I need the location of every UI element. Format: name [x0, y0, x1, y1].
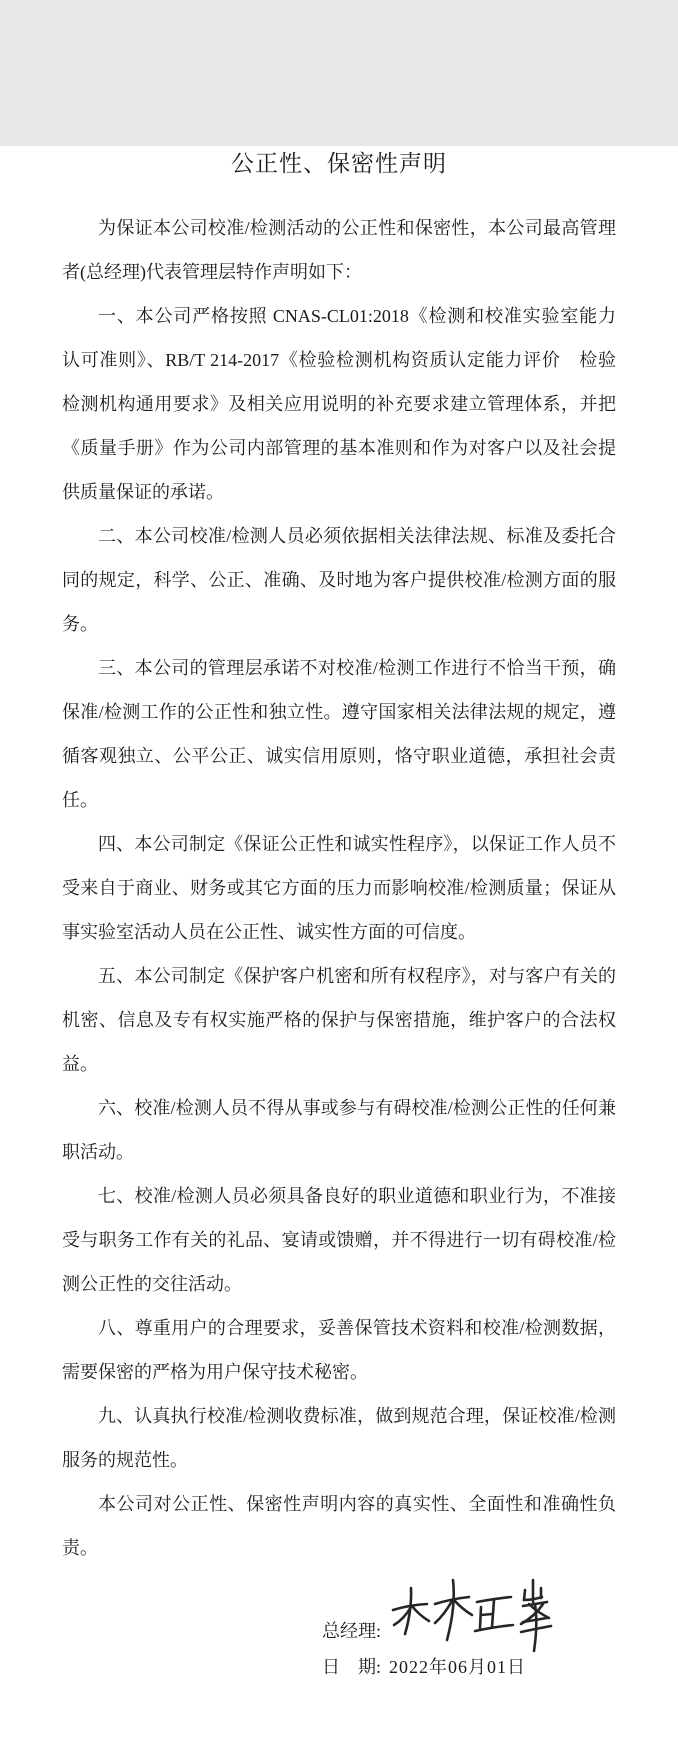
signature-handwriting-icon	[389, 1574, 561, 1654]
statement-item-9: 九、认真执行校准/检测收费标准，做到规范合理，保证校准/检测服务的规范性。	[62, 1406, 616, 1470]
signature-block	[322, 1600, 582, 1680]
document-page	[0, 146, 678, 1749]
statement-item-7: 七、校准/检测人员必须具备良好的职业道德和职业行为，不准接受与职务工作有关的礼品、宴请或馈赠，并不得进行一切有碍校准/检测公正性的交往活动。	[62, 1186, 616, 1294]
statement-item-6: 六、校准/检测人员不得从事或参与有碍校准/检测公正性的任何兼职活动。	[62, 1098, 616, 1162]
signature-date-label: 日 期:	[322, 1657, 382, 1677]
page-title: 公正性、保密性声明	[231, 151, 447, 176]
statement-item-8: 八、尊重用户的合理要求，妥善保管技术资料和校准/检测数据，需要保密的严格为用户保守技术秘密。	[62, 1318, 616, 1382]
statement-body	[0, 206, 678, 1570]
statement-item-4: 四、本公司制定《保证公正性和诚实性程序》，以保证工作人员不受来自于商业、财务或其它方面的压力而影响校准/检测质量；保证从事实验室活动人员在公正性、诚实性方面的可信度。	[62, 834, 616, 942]
statement-item-3: 三、本公司的管理层承诺不对校准/检测工作进行不恰当干预，确保准/检测工作的公正性和独立性。遵守国家相关法律法规的规定，遵循客观独立、公平公正、诚实信用原则，恪守职业道德，承担社会责任。	[62, 658, 616, 810]
statement-item-1: 一、本公司严格按照 CNAS-CL01:2018《检测和校准实验室能力认可准则》、RB/T 214-2017《检验检测机构资质认定能力评价 检验检测机构通用要求》及相关应用说明的补充要求建立管理体系，并把《质量手册》作为公司内部管理的基本准则和作为对客户以及社会提供质量保证的承诺。	[62, 306, 616, 502]
statement-item-2: 二、本公司校准/检测人员必须依据相关法律法规、标准及委托合同的规定，科学、公正、准确、及时地为客户提供校准/检测方面的服务。	[62, 526, 616, 634]
statement-item-5: 五、本公司制定《保护客户机密和所有权程序》，对与客户有关的机密、信息及专有权实施严格的保护与保密措施，维护客户的合法权益。	[62, 966, 616, 1074]
signature-date-value: 2022年06月01日	[389, 1657, 527, 1677]
intro-paragraph: 为保证本公司校准/检测活动的公正性和保密性，本公司最高管理者(总经理)代表管理层特作声明如下：	[62, 218, 616, 282]
signature-role-label: 总经理:	[322, 1621, 382, 1641]
closing-paragraph: 本公司对公正性、保密性声明内容的真实性、全面性和准确性负责。	[62, 1494, 616, 1558]
